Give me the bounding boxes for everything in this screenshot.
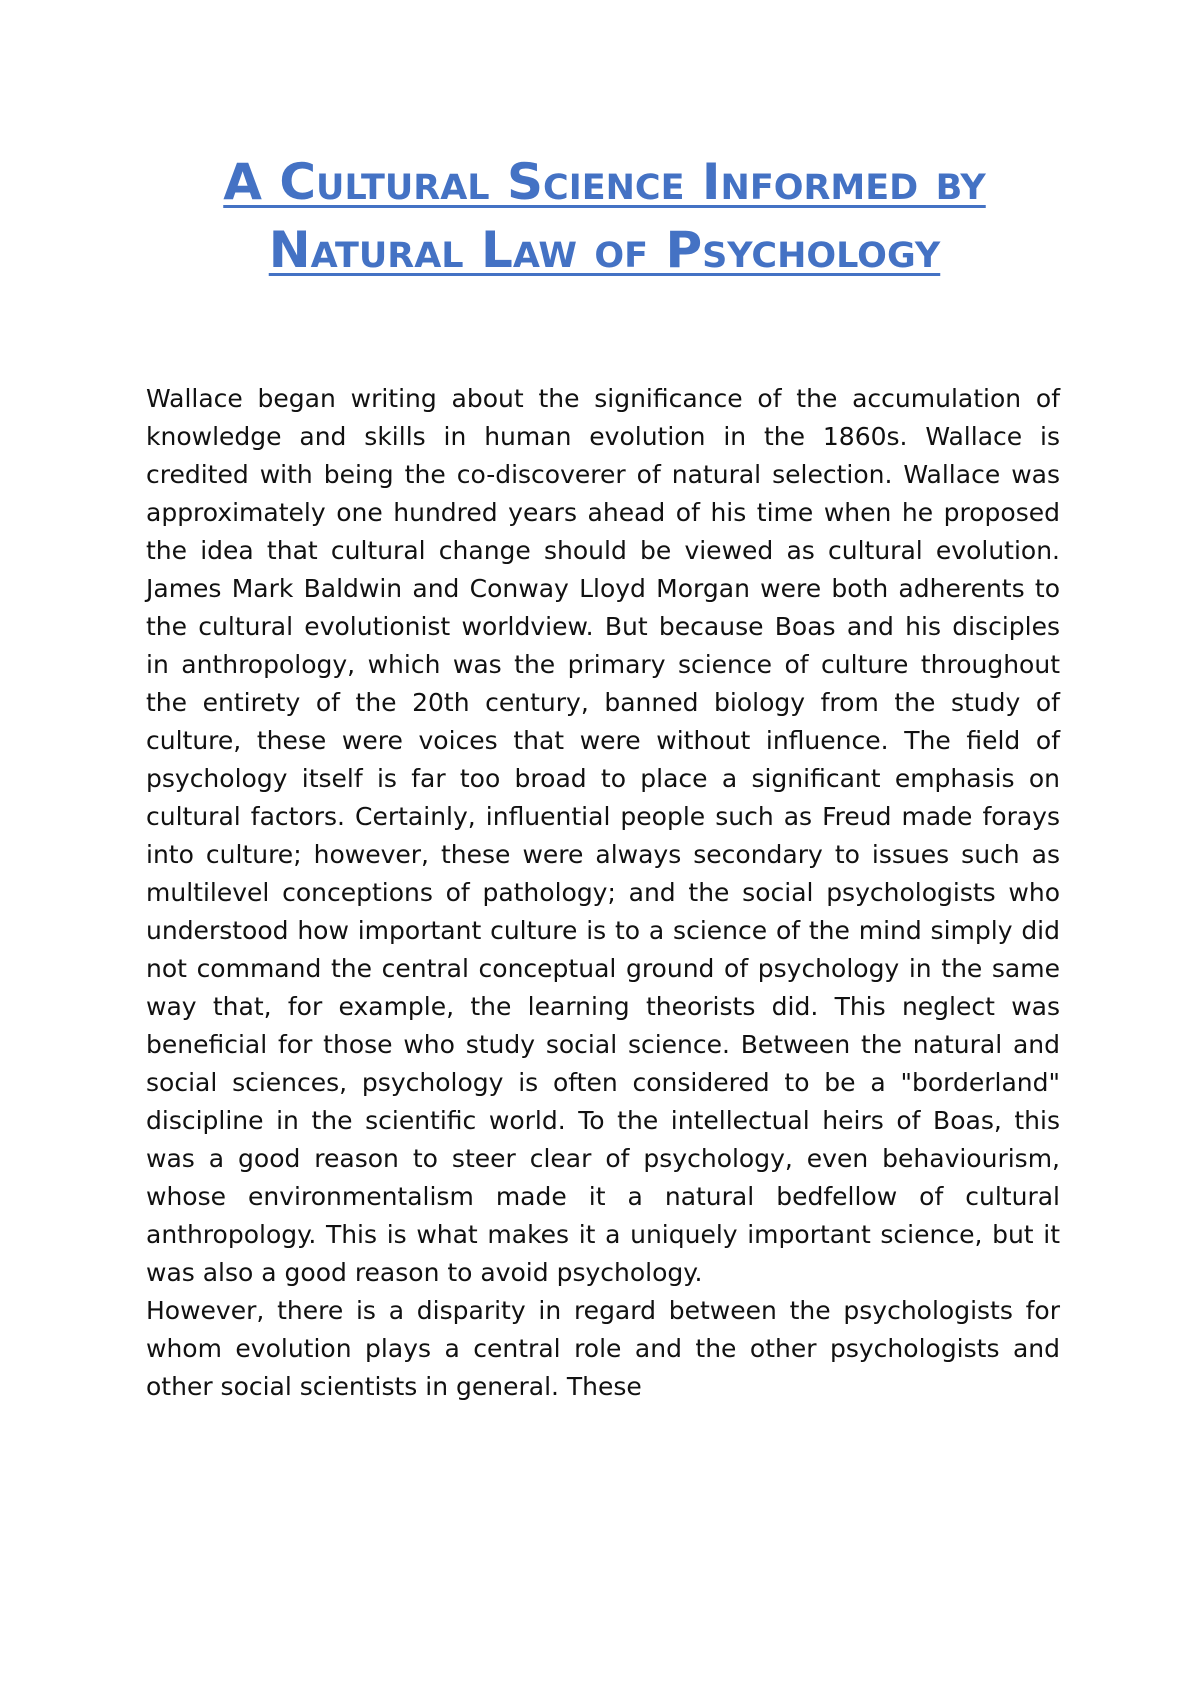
document-title: A Cultural Science Informed by Natural Law of Psychology (223, 153, 986, 279)
paragraph: However, there is a disparity in regard between the psychologists for whom evolution plays a central role and the other psychologists and other social scientists in general. These (146, 1296, 1060, 1401)
document-body (146, 380, 1060, 1406)
paragraph: Wallace began writing about the significance of the accumulation of knowledge and skills in human evolution in the 1860s. Wallace is credited with being the co-discoverer of natural selection. Wallace was approximately one hundred years ahead of his time when he proposed the idea that cultural change should be viewed as cultural evolution. James Mark Baldwin and Conway Lloyd Morgan were both adherents to the cultural evolutionist worldview. But because Boas and his disciples in anthropology, which was the primary science of culture throughout the entirety of the 20th century, banned biology from the study of culture, these were voices that were without influence. The field of psychology itself is far too broad to place a significant emphasis on cultural factors. Certainly, influential people such as Freud made forays into culture; however, these were always secondary to issues such as multilevel conceptions of pathology; and the social psychologists who understood how important culture is to a science of the mind simply did not command the central conceptual ground of psychology in the same way that, for example, the learning theorists did. This neglect was beneficial for those who study social science. Between the natural and social sciences, psychology is often considered to be a "borderland" discipline in the scientific world. To the intellectual heirs of Boas, this was a good reason to steer clear of psychology, even behaviourism, whose environmentalism made it a natural bedfellow of cultural anthropology. This is what makes it a uniquely important science, but it was also a good reason to avoid psychology. (146, 384, 1060, 1287)
